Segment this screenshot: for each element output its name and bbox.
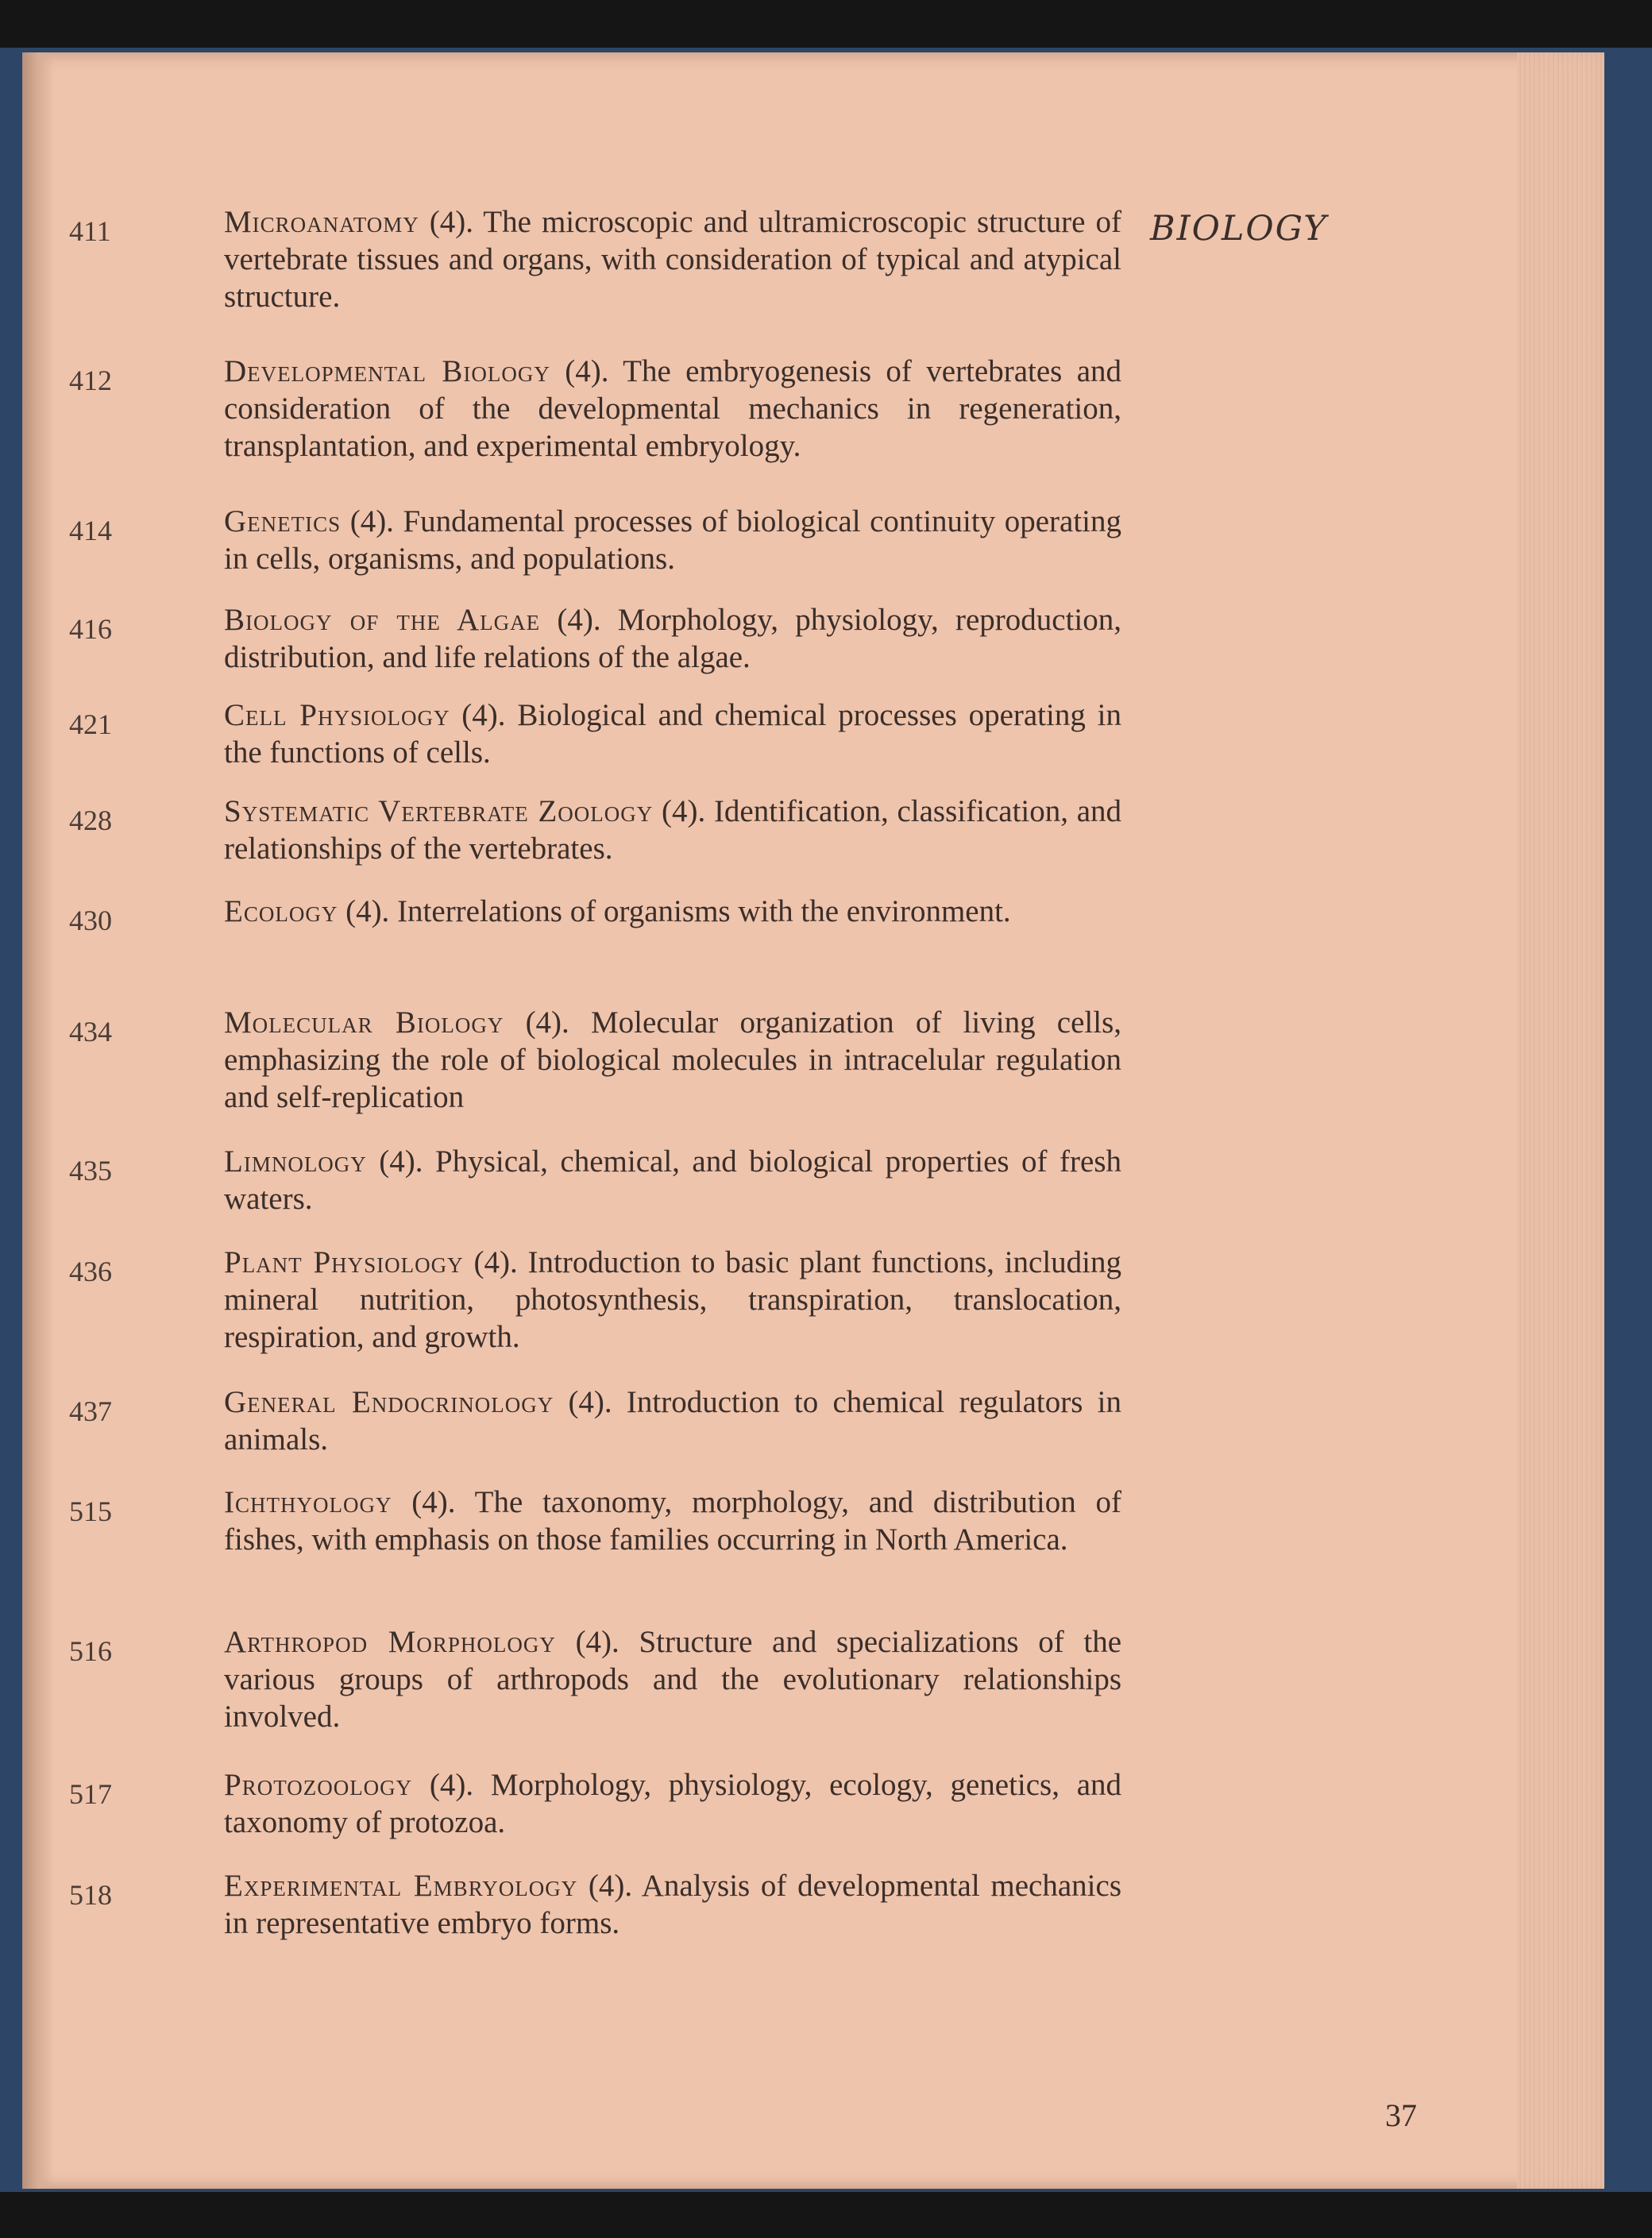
course-number: 428 [69, 805, 112, 836]
course-text [224, 1244, 1121, 1356]
course-number: 434 [69, 1016, 112, 1048]
course-credits: (4). [429, 1768, 474, 1802]
course-text [224, 1766, 1121, 1841]
course-description: Analysis of developmental mechanics in representative embryo forms. [224, 1869, 1121, 1940]
course-title: Plant Physiology [224, 1245, 464, 1279]
course-credits: (4). [429, 205, 473, 239]
running-head: BIOLOGY [1150, 209, 1328, 249]
course-text [224, 353, 1121, 465]
course-credits: (4). [568, 1385, 612, 1419]
course-text [224, 1143, 1121, 1217]
course-description: Fundamental processes of biological continuity operating in cells, organisms, and populations. [224, 504, 1122, 576]
course-title: Molecular Biology [224, 1005, 504, 1040]
course-number: 411 [69, 215, 111, 247]
course-title: Developmental Biology [224, 354, 550, 388]
course-title: Genetics [224, 504, 342, 538]
course-credits: (4). [411, 1485, 456, 1519]
course-number: 437 [69, 1395, 112, 1427]
course-description: The embryogenesis of vertebrates and consideration of the developmental mechanics in regeneration, transplantation, and experimental embryology. [224, 354, 1122, 463]
course-text [224, 1383, 1121, 1458]
course-credits: (4). [588, 1869, 633, 1903]
course-title: General Endocrinology [224, 1385, 554, 1419]
course-number: 421 [69, 708, 112, 740]
course-text [224, 893, 1121, 930]
course-credits: (4). [661, 794, 706, 828]
course-list [22, 52, 1604, 2189]
course-description: Biological and chemical processes operating in the functions of cells. [224, 698, 1121, 770]
course-description: Morphology, physiology, reproduction, distribution, and life relations of the algae. [224, 603, 1122, 674]
course-text [224, 601, 1121, 676]
course-description: Morphology, physiology, ecology, genetics, and taxonomy of protozoa. [224, 1768, 1122, 1839]
page-number: 37 [1385, 2097, 1417, 2133]
course-number: 416 [69, 613, 112, 645]
course-text [224, 503, 1121, 577]
course-title: Systematic Vertebrate Zoology [224, 794, 654, 828]
course-description: Molecular organization of living cells, emphasizing the role of biological molecules in intracelular regulation and self-replication [224, 1005, 1121, 1114]
course-title: Limnology [224, 1144, 367, 1179]
course-number: 518 [69, 1879, 112, 1911]
course-text [224, 1484, 1121, 1558]
course-number: 435 [69, 1155, 112, 1187]
course-number: 412 [69, 365, 112, 396]
course-credits: (4). [379, 1144, 423, 1179]
course-credits: (4). [575, 1625, 620, 1659]
course-number: 414 [69, 515, 112, 546]
course-text [224, 1867, 1121, 1942]
course-credits: (4). [557, 603, 601, 637]
course-text [224, 696, 1121, 771]
course-description: Introduction to chemical regulators in animals. [224, 1385, 1121, 1457]
course-number: 430 [69, 905, 112, 936]
course-number: 515 [69, 1495, 112, 1527]
course-text [224, 1004, 1121, 1116]
course-credits: (4). [461, 698, 506, 732]
course-credits: (4). [525, 1005, 569, 1040]
course-description: Identification, classification, and relationships of the vertebrates. [224, 794, 1122, 866]
course-text [224, 793, 1121, 867]
course-title: Protozoology [224, 1768, 413, 1802]
course-credits: (4). [349, 504, 394, 538]
course-description: Structure and specializations of the various groups of arthropods and the evolutionary relationships involved. [224, 1625, 1122, 1734]
course-credits: (4). [345, 894, 390, 928]
course-title: Microanatomy [224, 205, 419, 239]
course-title: Experimental Embryology [224, 1869, 578, 1903]
course-title: Ichthyology [224, 1485, 392, 1519]
course-title: Cell Physiology [224, 698, 450, 732]
course-text [224, 203, 1121, 315]
course-title: Ecology [224, 894, 338, 928]
course-description: The microscopic and ultramicroscopic structure of vertebrate tissues and organs, with consideration of typical and atypical structure. [224, 205, 1121, 314]
course-credits: (4). [473, 1245, 518, 1279]
course-number: 516 [69, 1635, 112, 1667]
book-page [22, 52, 1604, 2189]
course-title: Arthropod Morphology [224, 1625, 556, 1659]
course-description: Introduction to basic plant functions, including mineral nutrition, photosynthesis, transpiration, translocation, respiration, and growth. [224, 1245, 1122, 1354]
course-description: The taxonomy, morphology, and distribution of fishes, with emphasis on those families occurring in North America. [224, 1485, 1122, 1557]
course-number: 517 [69, 1778, 112, 1810]
course-description: Interrelations of organisms with the environment. [397, 894, 1011, 928]
course-credits: (4). [565, 354, 609, 388]
course-title: Biology of the Algae [224, 603, 541, 637]
course-description: Physical, chemical, and biological properties of fresh waters. [224, 1144, 1121, 1216]
course-text [224, 1623, 1121, 1735]
course-number: 436 [69, 1256, 112, 1287]
